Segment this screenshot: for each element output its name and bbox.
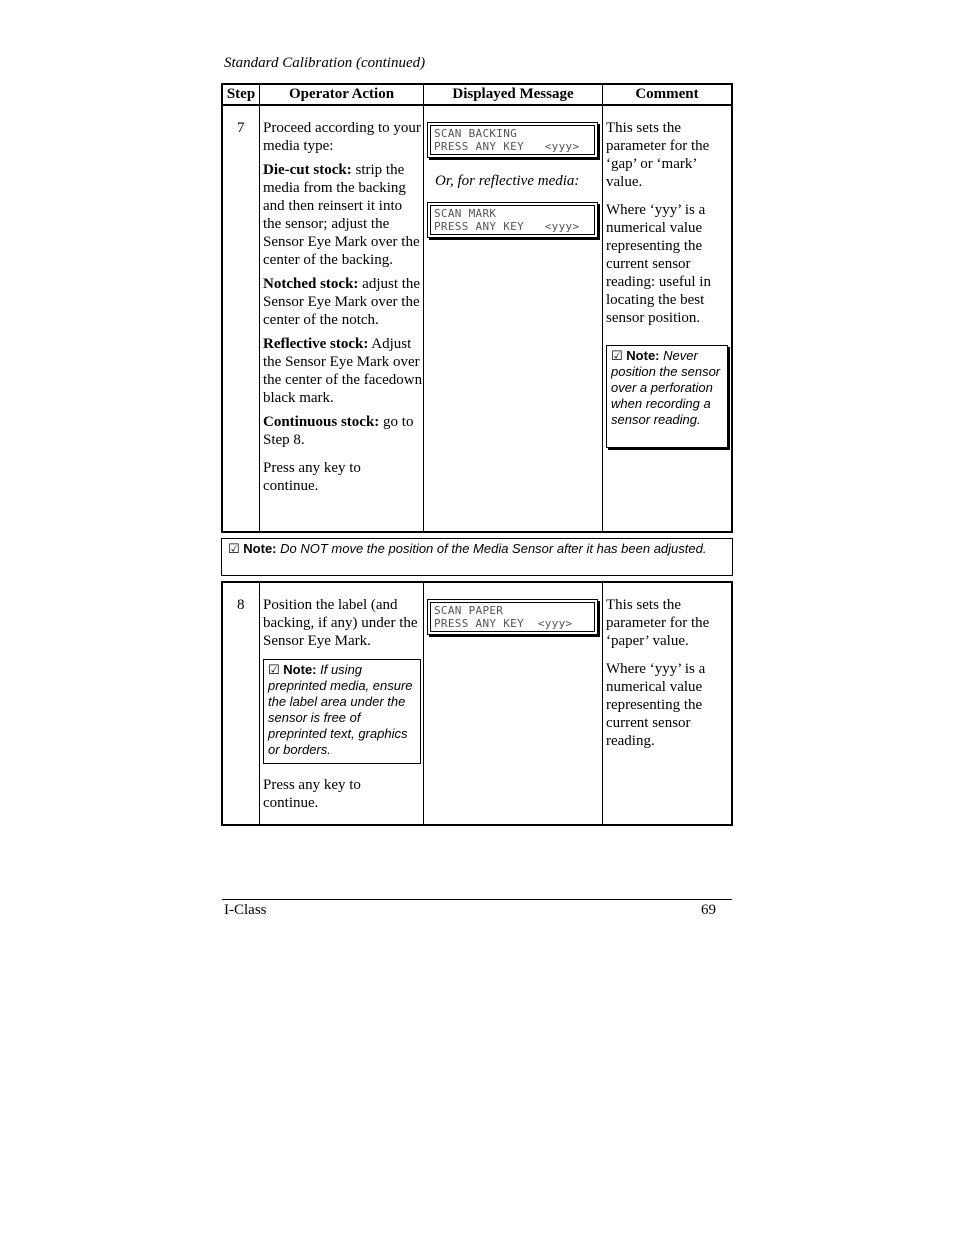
note-label: Note: <box>283 662 317 677</box>
footer-product-name: I-Class <box>224 902 267 918</box>
checked-box-icon: ☑ <box>228 541 240 556</box>
note-preprinted-media <box>263 659 421 764</box>
diecut-text: strip the media from the backing and then reinsert it into the sensor; adjust the Sensor Eye Mark over the center of the backing. <box>263 162 420 268</box>
note-label: Note: <box>243 541 277 556</box>
action-intro: Position the label (and backing, if any) under the Sensor Eye Mark. <box>263 597 418 649</box>
operator-action-step7 <box>263 119 423 501</box>
diecut-instruction <box>263 161 423 269</box>
lcd-display-scan-paper <box>427 599 598 635</box>
comment-paper: This sets the parameter for the ‘paper’ value. <box>606 597 710 649</box>
header-displayed-message: Displayed Message <box>452 86 574 102</box>
comment-yyy: Where ‘yyy’ is a numerical value representing the current sensor reading: useful in locating the best sensor position. <box>606 202 711 326</box>
continuous-text: go to Step 8. <box>263 414 414 448</box>
notched-label: Notched stock: <box>263 276 359 292</box>
note-text: Do NOT move the position of the Media Sensor after it has been adjusted. <box>276 541 707 556</box>
press-key-text: Press any key to continue. <box>263 460 361 494</box>
continuous-label: Continuous stock: <box>263 414 380 430</box>
comment-gap-mark: This sets the parameter for the ‘gap’ or ‘mark’ value. <box>606 120 710 190</box>
diecut-label: Die-cut stock: <box>263 162 352 178</box>
header-comment: Comment <box>635 86 699 102</box>
footer-page-number: 69 <box>701 902 716 918</box>
notched-text: adjust the Sensor Eye Mark over the center of the notch. <box>263 276 421 328</box>
lcd-line-1: SCAN PAPER <box>434 604 504 617</box>
calibration-table-step8 <box>221 581 733 826</box>
reflective-text: Adjust the Sensor Eye Mark over the center of the facedown black mark. <box>263 336 423 406</box>
lcd-line-1: SCAN BACKING <box>434 127 518 140</box>
section-title: Standard Calibration (continued) <box>224 55 426 71</box>
checked-box-icon: ☑ <box>268 662 280 677</box>
comment-yyy: Where ‘yyy’ is a numerical value representing the current sensor reading. <box>606 661 706 749</box>
reflective-instruction <box>263 335 423 407</box>
checked-box-icon: ☑ <box>611 348 623 363</box>
reflective-label: Reflective stock: <box>263 336 369 352</box>
operator-action-step8 <box>263 596 421 656</box>
press-key-text: Press any key to continue. <box>263 777 361 811</box>
note-text: Never position the sensor over a perforation when recording a sensor reading. <box>611 348 721 427</box>
lcd-line-2: PRESS ANY KEY <yyy> <box>434 617 573 630</box>
lcd-line-2: PRESS ANY KEY <yyy> <box>434 220 580 233</box>
comment-step8 <box>606 596 728 756</box>
note-text: If using preprinted media, ensure the label area under the sensor is free of preprinted text, graphics or borders. <box>268 662 413 757</box>
note-media-sensor <box>221 538 733 576</box>
action-intro: Proceed according to your media type: <box>263 120 421 154</box>
footer-rule <box>222 899 732 900</box>
header-operator-action: Operator Action <box>288 86 395 102</box>
lcd-display-scan-mark <box>427 202 598 238</box>
or-reflective-text: Or, for reflective media: <box>435 173 580 189</box>
notched-instruction <box>263 275 423 329</box>
lcd-display-scan-backing <box>427 122 598 158</box>
note-label: Note: <box>626 348 660 363</box>
lcd-line-2: PRESS ANY KEY <yyy> <box>434 140 580 153</box>
note-perforation <box>606 345 728 448</box>
lcd-line-1: SCAN MARK <box>434 207 497 220</box>
comment-step7 <box>606 119 728 333</box>
header-step: Step <box>226 86 256 102</box>
continuous-instruction <box>263 413 423 449</box>
step-number: 8 <box>237 597 245 613</box>
step-number: 7 <box>237 120 245 136</box>
calibration-table-step7 <box>221 83 733 533</box>
